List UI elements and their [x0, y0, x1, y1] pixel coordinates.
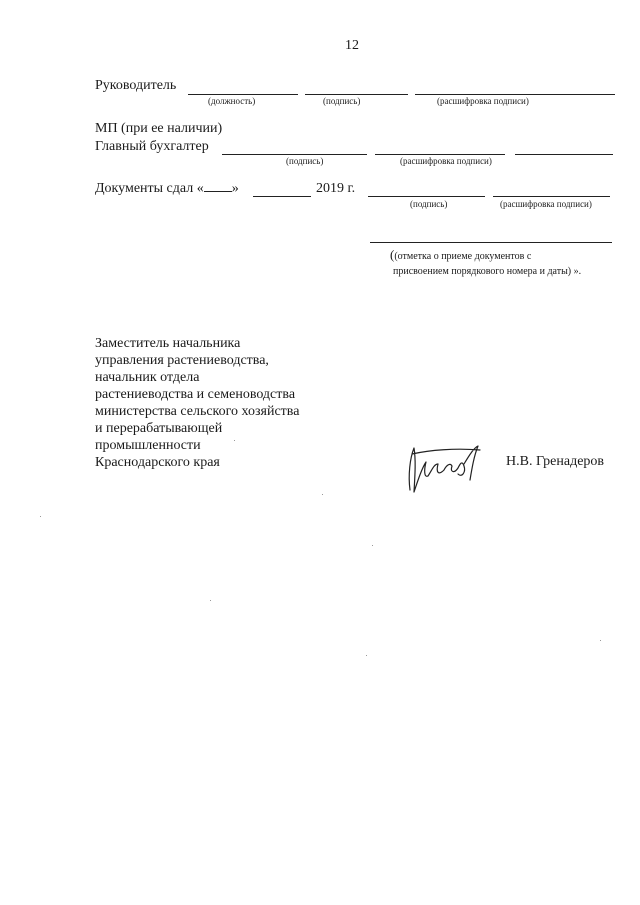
submitted-month-line — [253, 196, 311, 197]
submitted-year: 2019 г. — [316, 181, 356, 196]
signatory-title-line: растениеводства и семеноводства — [95, 387, 296, 402]
rukovoditel-position-line — [188, 94, 298, 95]
acceptance-note-text1: (отметка о приеме документов с — [394, 251, 532, 262]
signatory-title-line: министерства сельского хозяйства — [95, 404, 300, 419]
signatory-title-line: и перерабатывающей — [95, 421, 223, 436]
signatory-title-line: начальник отдела — [95, 370, 200, 385]
acceptance-note-line1: ((отметка о приеме документов с — [390, 247, 532, 262]
scan-speck — [322, 494, 323, 495]
rukovoditel-label: Руководитель — [95, 78, 177, 93]
scan-speck — [372, 545, 373, 546]
accountant-caption-decoding: (расшифровка подписи) — [400, 156, 492, 166]
rukovoditel-caption-position: (должность) — [208, 96, 256, 106]
signatory-title-line: управления растениеводства, — [95, 353, 269, 368]
accountant-extra-line — [515, 154, 613, 155]
scan-speck — [600, 640, 601, 641]
signatory-title-line: Краснодарского края — [95, 455, 220, 470]
rukovoditel-caption-decoding: (расшифровка подписи) — [437, 96, 529, 106]
rukovoditel-decoding-line — [415, 94, 615, 95]
submitted-signature-line — [368, 196, 485, 197]
submitted-label — [95, 181, 239, 197]
signatory-title-line: промышленности — [95, 438, 201, 453]
scan-speck — [366, 655, 367, 656]
scan-speck — [210, 600, 211, 601]
accountant-signature-line — [222, 154, 367, 155]
submitted-caption-signature: (подпись) — [410, 199, 448, 209]
scan-speck — [234, 440, 235, 441]
submitted-label-prefix: Документы сдал « — [95, 181, 204, 196]
submitted-day-blank — [204, 181, 232, 192]
acceptance-note-line2: присвоением порядкового номера и даты) ». — [393, 266, 582, 277]
accountant-label: Главный бухгалтер — [95, 139, 209, 154]
accountant-decoding-line — [375, 154, 505, 155]
submitted-decoding-line — [493, 196, 610, 197]
signatory-name: Н.В. Гренадеров — [506, 454, 605, 469]
scan-speck — [40, 516, 41, 517]
submitted-label-mid: » — [231, 181, 239, 196]
rukovoditel-caption-signature: (подпись) — [323, 96, 361, 106]
handwritten-signature — [400, 440, 490, 500]
acceptance-note-line — [370, 242, 612, 243]
rukovoditel-signature-line — [305, 94, 408, 95]
signatory-title — [95, 335, 299, 471]
page-number: 12 — [345, 38, 359, 53]
mp-label: МП (при ее наличии) — [95, 121, 223, 136]
signatory-title-line: Заместитель начальника — [95, 336, 241, 351]
submitted-caption-decoding: (расшифровка подписи) — [500, 199, 592, 209]
accountant-caption-signature: (подпись) — [286, 156, 324, 166]
